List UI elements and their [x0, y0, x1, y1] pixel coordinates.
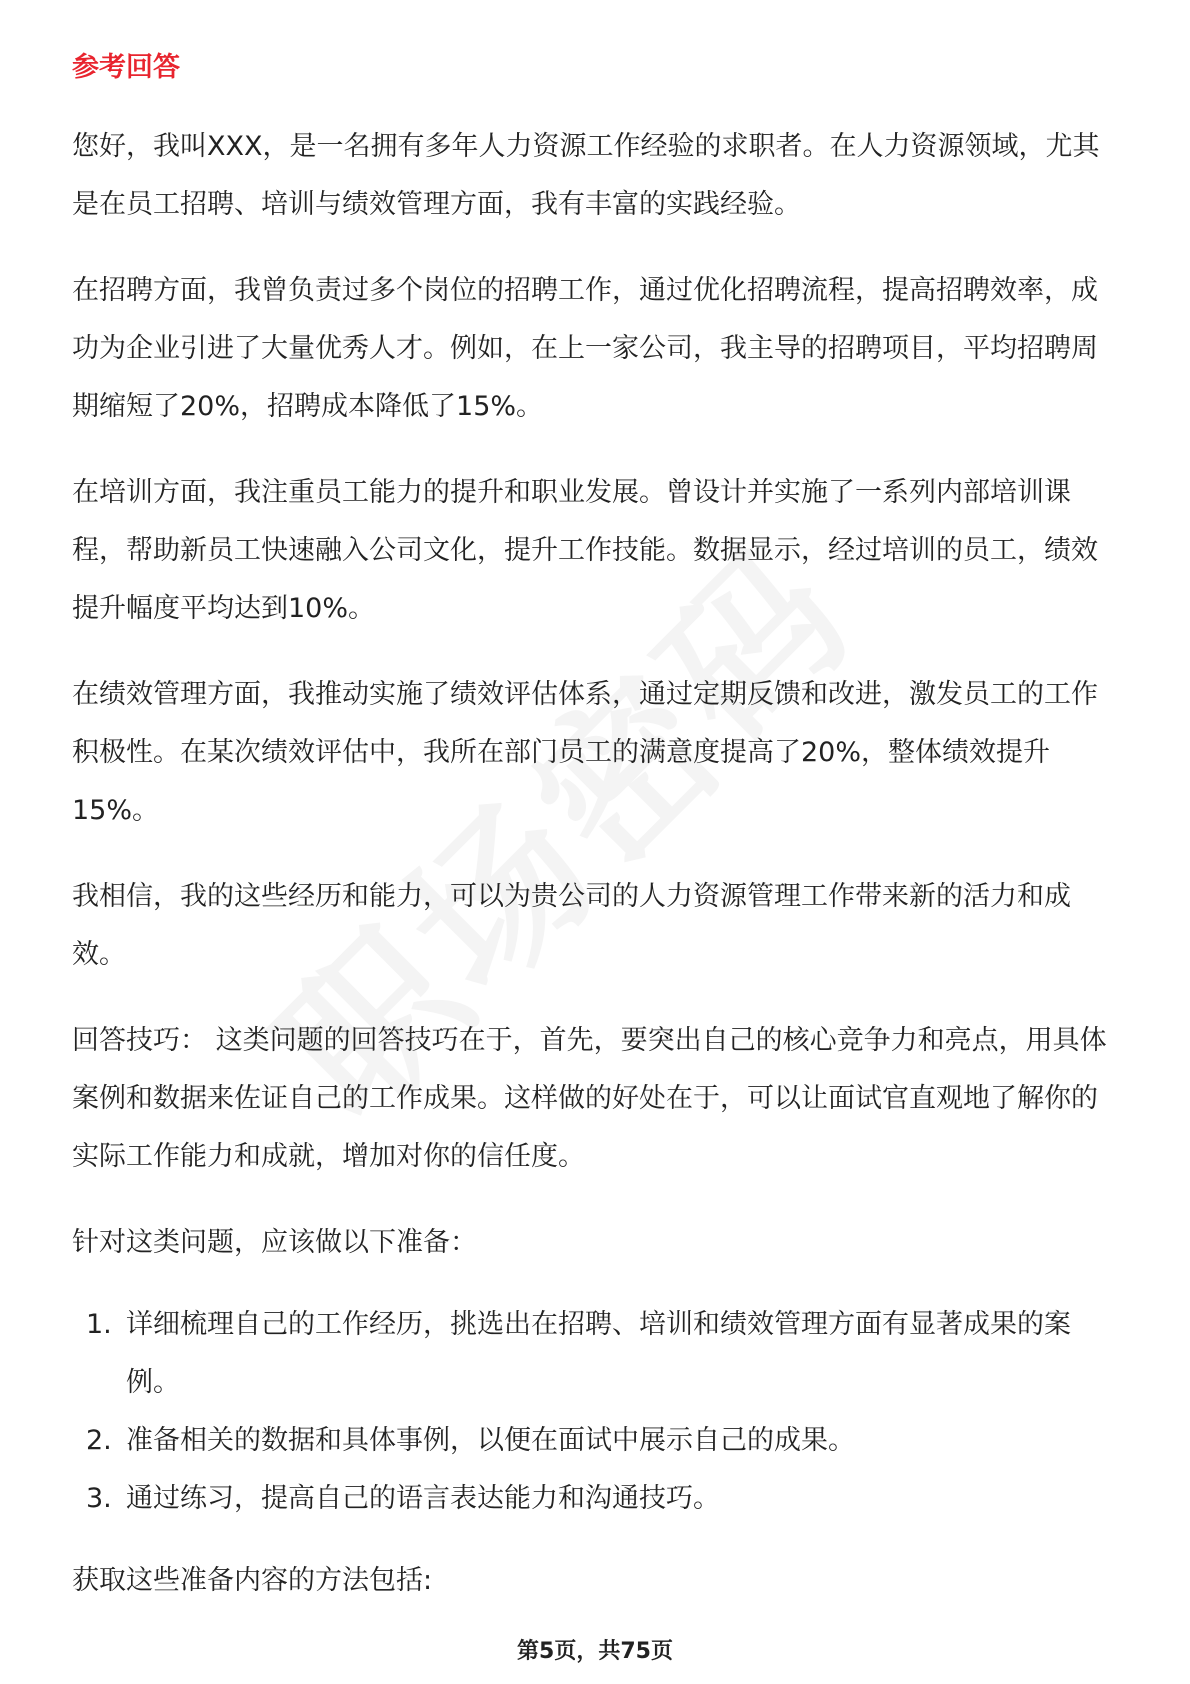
list-number: 1.: [86, 1309, 112, 1340]
list-item-text: 通过练习，提高自己的语言表达能力和沟通技巧。: [126, 1483, 720, 1514]
page-footer: 第5页，共75页: [517, 1639, 673, 1664]
paragraph-preparation-intro: 针对这类问题，应该做以下准备：: [72, 1227, 477, 1258]
paragraph-closing: 获取这些准备内容的方法包括:: [72, 1565, 433, 1596]
list-number: 3.: [86, 1483, 112, 1514]
answer-content: [72, 118, 1122, 1638]
list-item: [72, 1412, 1122, 1470]
paragraph-tips: 回答技巧： 这类问题的回答技巧在于，首先，要突出自己的核心竞争力和亮点，用具体案例和数据来佐证自己的工作成果。这样做的好处在于，可以让面试官直观地了解你的实际工作能力和成就，增加对你的信任度。: [72, 1025, 1107, 1172]
list-item-text: 详细梳理自己的工作经历，挑选出在招聘、培训和绩效管理方面有显著成果的案例。: [126, 1309, 1071, 1398]
list-item-text: 准备相关的数据和具体事例，以便在面试中展示自己的成果。: [126, 1425, 855, 1456]
list-item: [72, 1296, 1122, 1412]
list-number: 2.: [86, 1425, 112, 1456]
paragraph-training: 在培训方面，我注重员工能力的提升和职业发展。曾设计并实施了一系列内部培训课程，帮助新员工快速融入公司文化，提升工作技能。数据显示，经过培训的员工，绩效提升幅度平均达到10%。: [72, 477, 1098, 624]
preparation-list: [72, 1296, 1122, 1528]
paragraph-recruitment: 在招聘方面，我曾负责过多个岗位的招聘工作，通过优化招聘流程，提高招聘效率，成功为企业引进了大量优秀人才。例如，在上一家公司，我主导的招聘项目，平均招聘周期缩短了20%，招聘成本降低了15%。: [72, 275, 1098, 422]
paragraph-conclusion: 我相信，我的这些经历和能力，可以为贵公司的人力资源管理工作带来新的活力和成效。: [72, 881, 1071, 970]
paragraph-intro: 您好，我叫XXX，是一名拥有多年人力资源工作经验的求职者。在人力资源领域，尤其是在员工招聘、培训与绩效管理方面，我有丰富的实践经验。: [72, 131, 1100, 220]
list-item: [72, 1470, 1122, 1528]
section-heading: 参考回答: [72, 52, 180, 83]
paragraph-performance: 在绩效管理方面，我推动实施了绩效评估体系，通过定期反馈和改进，激发员工的工作积极性。在某次绩效评估中，我所在部门员工的满意度提高了20%，整体绩效提升15%。: [72, 679, 1098, 826]
